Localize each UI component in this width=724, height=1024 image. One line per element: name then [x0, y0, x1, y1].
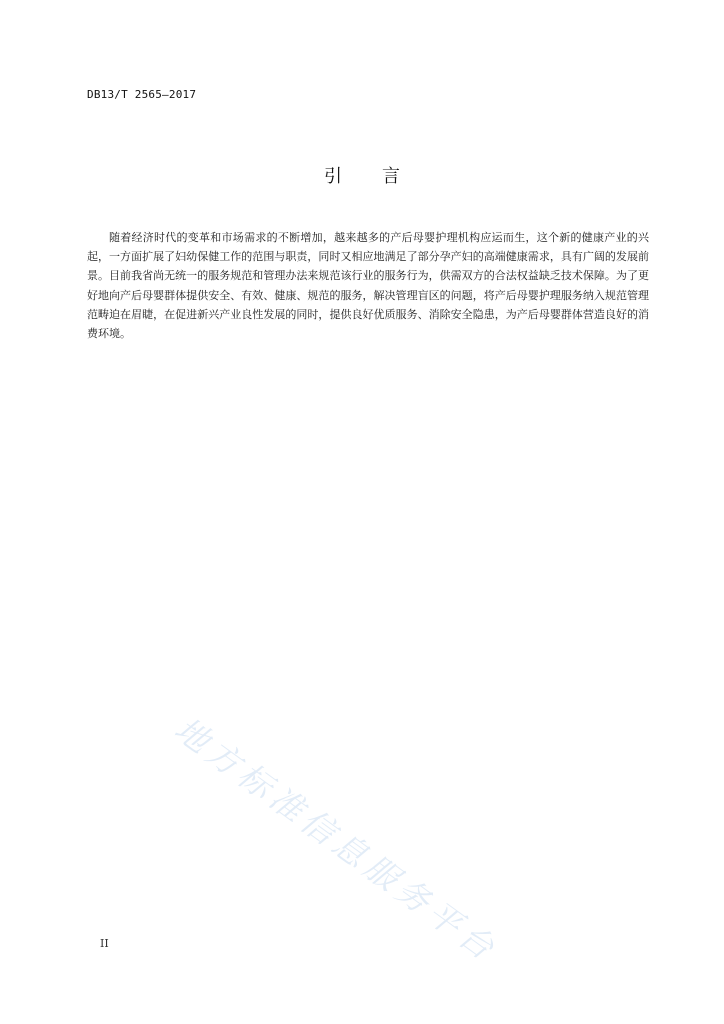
- watermark-text: 地方标准信息服务平台: [167, 709, 506, 971]
- page-number: II: [100, 937, 109, 950]
- section-title-char-1: 引: [324, 166, 342, 187]
- section-title: [0, 162, 724, 188]
- section-title-char-2: 言: [382, 166, 400, 187]
- standard-number-header: DB13/T 2565—2017: [87, 88, 197, 101]
- introduction-paragraph: 随着经济时代的变革和市场需求的不断增加，越来越多的产后母婴护理机构应运而生，这个新的健康产业的兴起，一方面扩展了妇幼保健工作的范围与职责，同时又相应地满足了部分孕产妇的高端健康需求，具有广阔的发展前景。目前我省尚无统一的服务规范和管理办法来规范该行业的服务行为，供需双方的合法权益缺乏技术保障。为了更好地向产后母婴群体提供安全、有效、健康、规范的服务，解决管理盲区的问题，将产后母婴护理服务纳入规范管理范畴迫在眉睫，在促进新兴产业良性发展的同时，提供良好优质服务、消除安全隐患，为产后母婴群体营造良好的消费环境。: [87, 231, 649, 341]
